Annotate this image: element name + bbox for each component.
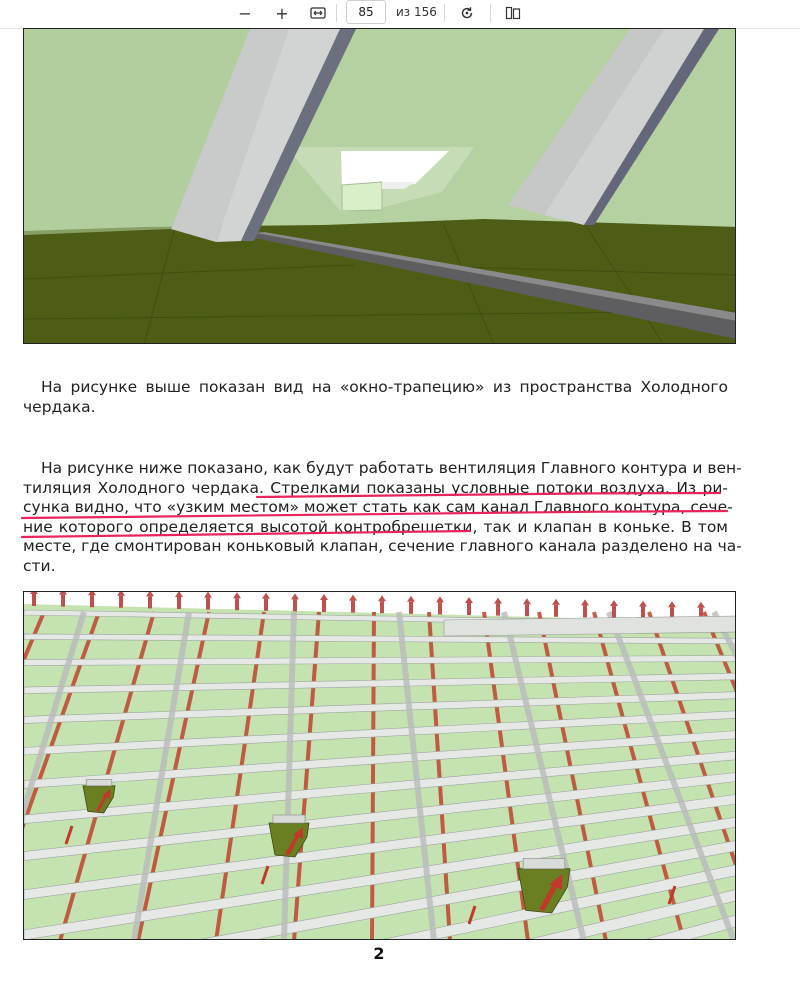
ridge-arrow xyxy=(525,604,529,616)
ridge-arrow xyxy=(293,599,297,611)
ridge-arrow xyxy=(264,599,268,611)
minus-icon: − xyxy=(238,3,252,23)
ridge-arrow xyxy=(32,594,36,606)
underline-stroke xyxy=(257,493,720,497)
underline-stroke xyxy=(22,531,470,537)
text-line: На рисунке ниже показано, как будут работать вентиляция Главного контура и вен- xyxy=(41,459,742,477)
text-line: месте, где смонтирован коньковый клапан, сечение главного канала разделено на ча- xyxy=(23,537,742,555)
ridge-arrow xyxy=(61,595,65,607)
ridge-arrow xyxy=(177,597,181,609)
roof-ventilation-figure xyxy=(23,591,736,940)
text-line: чердака. xyxy=(23,397,96,416)
ridge-arrow xyxy=(583,605,587,617)
text-line: На рисунке выше показан вид на «окно-трапецию» из пространства Холодного xyxy=(41,378,728,396)
text-line: ние которого определяется высотой контробрешетки, так и клапан в коньке. В том xyxy=(23,517,728,536)
ridge-arrow xyxy=(119,596,123,608)
ridge-arrow-head xyxy=(30,592,38,594)
page-number: 2 xyxy=(373,944,385,963)
text-line: сти. xyxy=(23,556,56,575)
roof-render-image xyxy=(24,592,736,940)
ridge-arrow xyxy=(438,602,442,614)
text-line: сунка видно, что «узким местом» может стать как сам канал Главного контура, сече- xyxy=(23,498,733,516)
ridge-arrow xyxy=(148,596,152,608)
ridge-arrow xyxy=(206,598,210,610)
ridge-arrow xyxy=(467,603,471,615)
plus-icon: + xyxy=(275,3,289,23)
ridge-arrow xyxy=(90,595,94,607)
ridge-arrow xyxy=(235,598,239,610)
ridge-arrow xyxy=(641,607,645,619)
ridge-arrow xyxy=(322,600,326,612)
ridge-arrow xyxy=(380,601,384,613)
underline-stroke xyxy=(22,511,727,518)
valve-cap xyxy=(523,858,565,868)
ridge-arrow xyxy=(554,605,558,617)
ridge-arrow xyxy=(612,606,616,618)
ridge-arrow xyxy=(496,604,500,616)
valve-cap xyxy=(273,815,305,823)
text-line: тиляция Холодного чердака. Стрелками показаны условные потоки воздуха. Из ри- xyxy=(23,478,728,497)
ridge-arrow xyxy=(409,602,413,614)
valve-cap xyxy=(86,779,112,785)
page-total-label: из 156 xyxy=(396,5,437,19)
ridge-arrow xyxy=(351,601,355,613)
